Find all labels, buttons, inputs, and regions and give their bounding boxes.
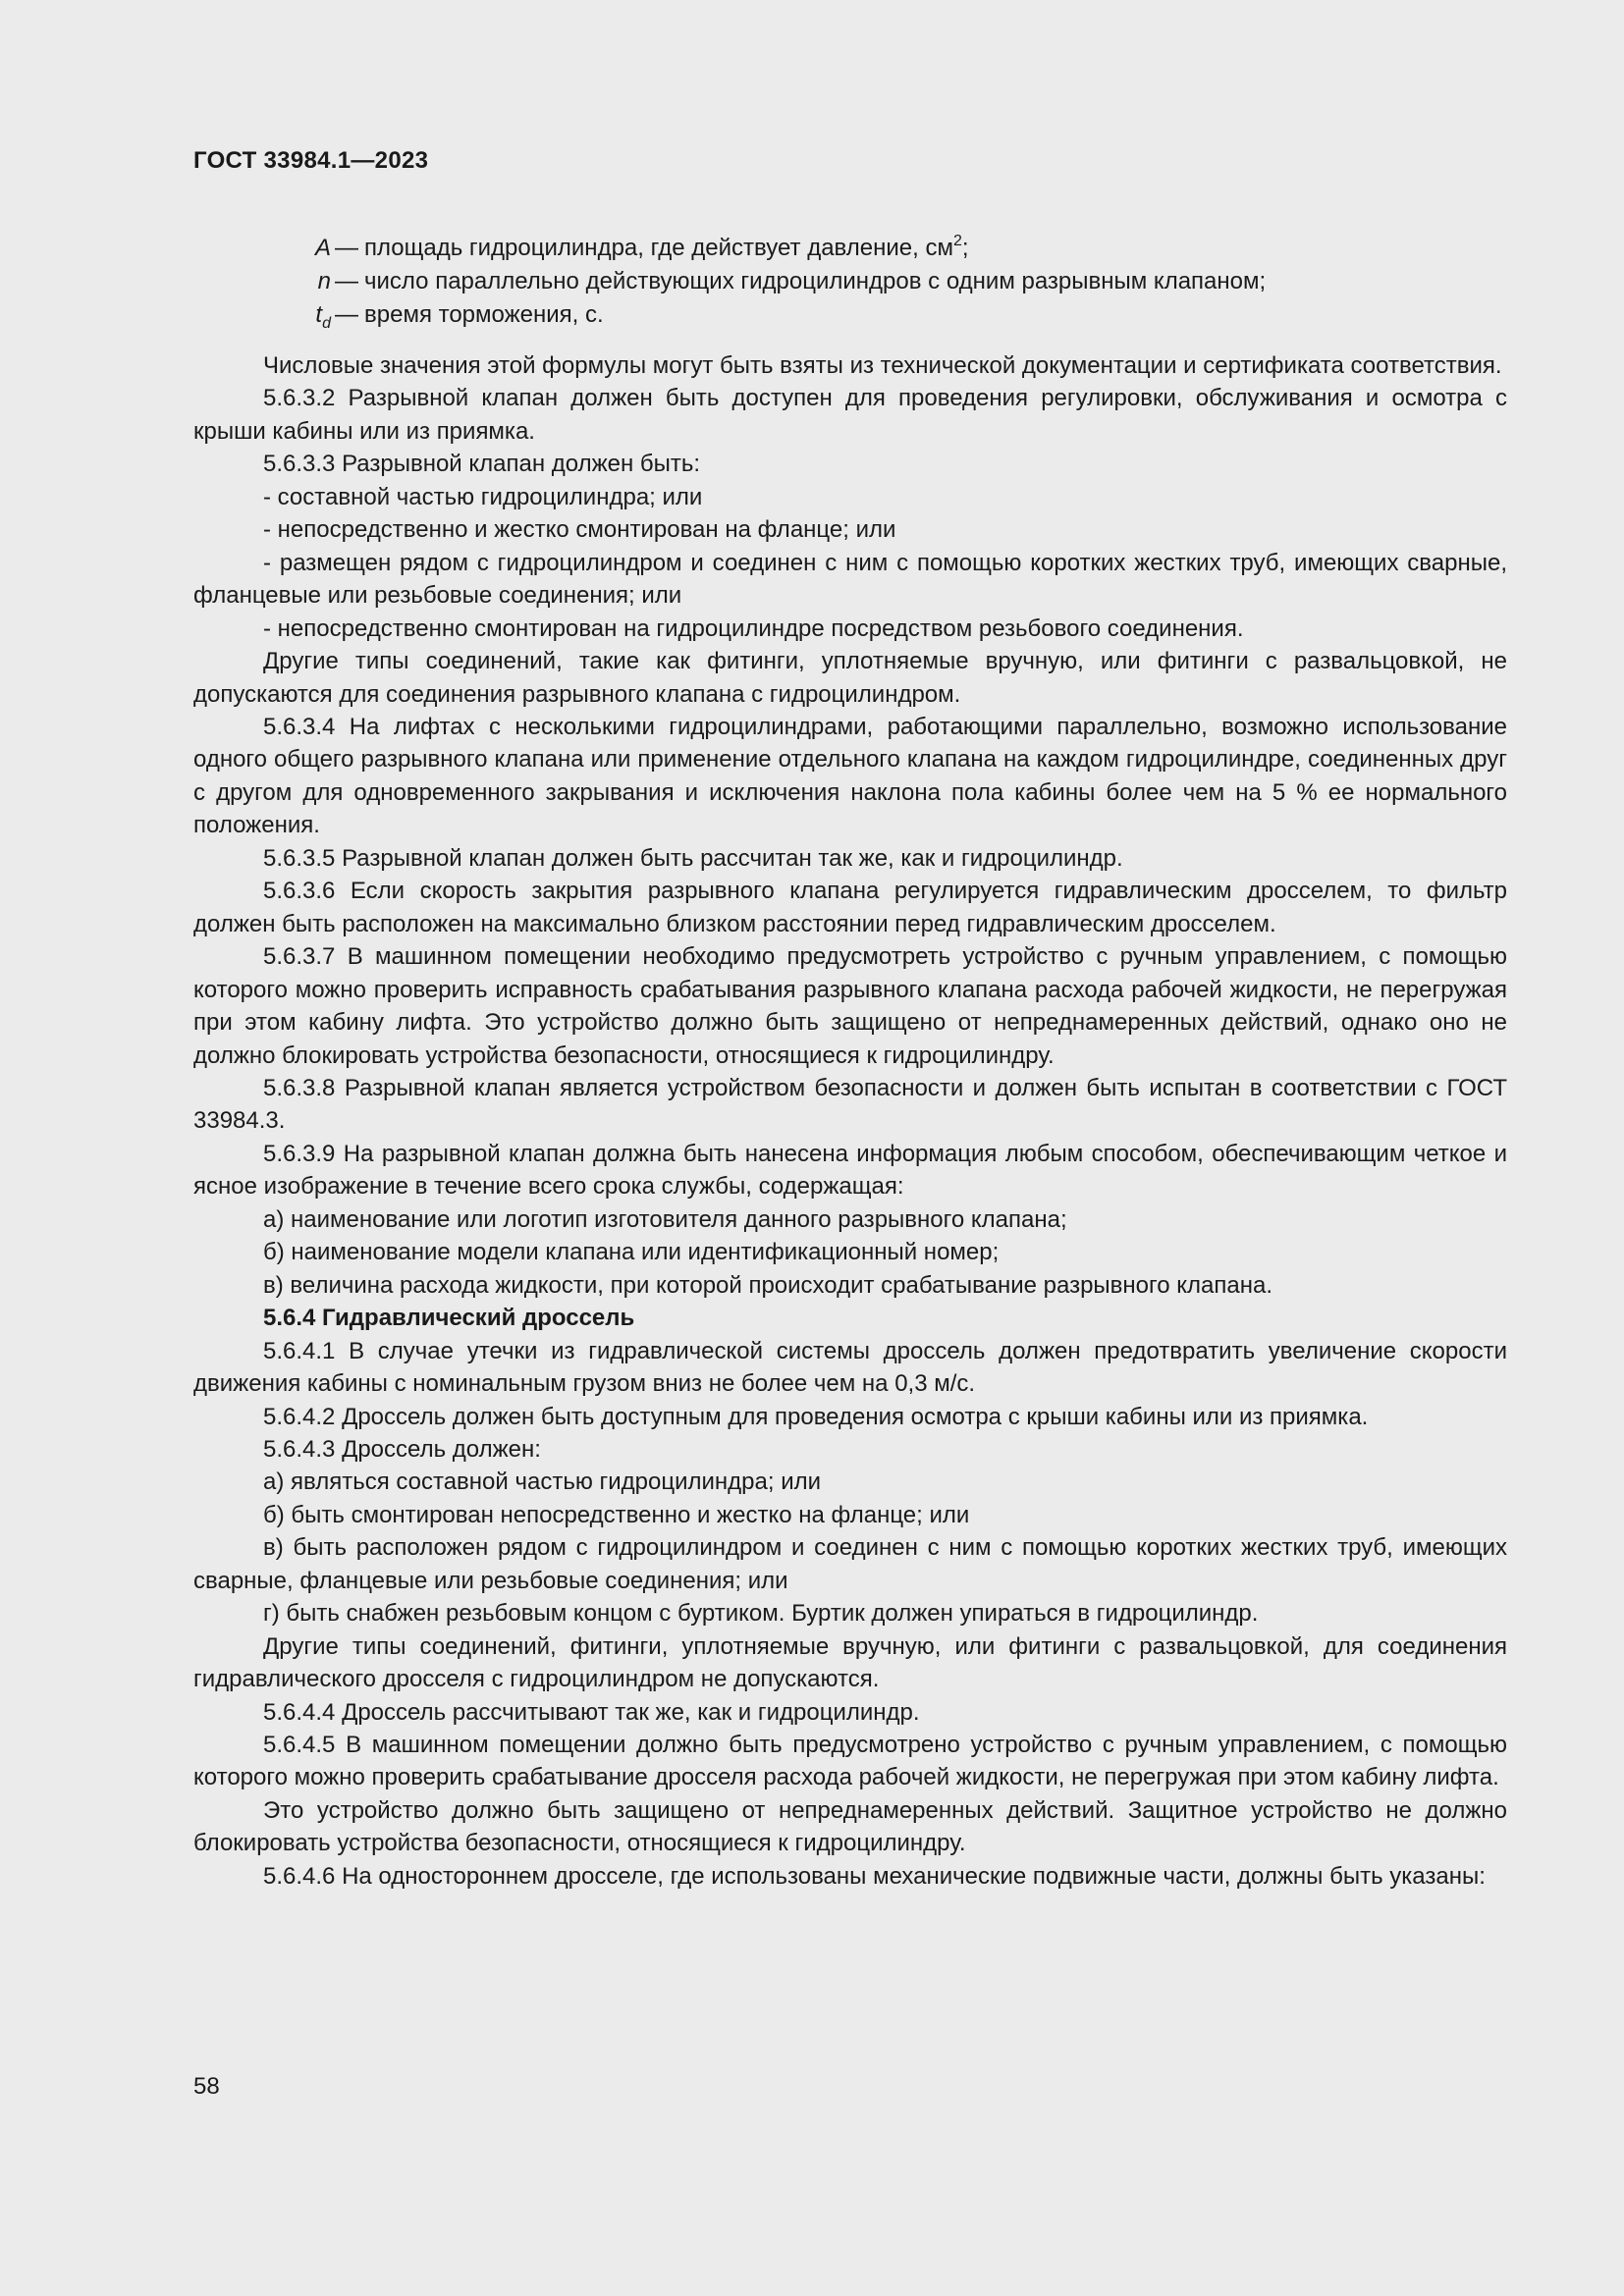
- clause-5-6-4-2: 5.6.4.2 Дроссель должен быть доступным для проведения осмотра с крыши кабины или из приямка.: [263, 1403, 1369, 1430]
- clause-5-6-3-6: 5.6.3.6 Если скорость закрытия разрывного клапана регулируется гидравлическим дросселем, то фильтр должен быть расположен на максимально близком расстоянии перед гидравлическим дросселем.: [193, 878, 1507, 937]
- definition-row: [193, 298, 1266, 332]
- definition-row: [193, 265, 1266, 298]
- clause-5-6-3-8: 5.6.3.8 Разрывной клапан является устройством безопасности и должен быть испытан в соответствии с ГОСТ 33984.3.: [193, 1074, 1507, 1135]
- clause-5-6-4-4: 5.6.4.4 Дроссель рассчитывают так же, как и гидроцилиндр.: [263, 1698, 920, 1726]
- paragraph: Это устройство должно быть защищено от непреднамеренных действий. Защитное устройство не должно блокировать устройства безопасности, относящиеся к гидроцилиндру.: [193, 1796, 1507, 1857]
- definition-symbol: $t_d$: [315, 301, 331, 332]
- section-heading-5-6-4: 5.6.4 Гидравлический дроссель: [263, 1305, 635, 1332]
- definition-text: площадь гидроцилиндра, где действует давление, $см^2$;: [364, 233, 969, 261]
- definition-row: [193, 232, 1266, 265]
- list-item: а) наименование или логотип изготовителя данного разрывного клапана;: [263, 1205, 1067, 1233]
- clause-5-6-3-4: 5.6.3.4 На лифтах с несколькими гидроцилиндрами, работающими параллельно, возможно использование одного общего разрывного клапана или применение отдельного клапана на каждом гидроцилиндре, соединенных друг с другом для одновременного закрывания и исключения наклона пола кабины более чем на 5 % ее нормального положения.: [193, 713, 1507, 839]
- clause-5-6-4-1: 5.6.4.1 В случае утечки из гидравлической системы дроссель должен предотвратить увеличение скорости движения кабины с номинальным грузом вниз не более чем на 0,3 м/с.: [193, 1337, 1507, 1398]
- list-item: б) быть смонтирован непосредственно и жестко на фланце; или: [263, 1501, 970, 1528]
- list-item: г) быть снабжен резьбовым концом с буртиком. Буртик должен упираться в гидроцилиндр.: [263, 1600, 1259, 1628]
- list-item: - составной частью гидроцилиндра; или: [263, 483, 703, 510]
- definition-symbol: n: [317, 268, 331, 294]
- clause-5-6-3-5: 5.6.3.5 Разрывной клапан должен быть рассчитан так же, как и гидроцилиндр.: [263, 844, 1123, 872]
- document-body: [193, 349, 1507, 1893]
- document-header: ГОСТ 33984.1—2023: [193, 147, 429, 174]
- definition-dash: —: [335, 235, 358, 261]
- clause-5-6-4-3: 5.6.4.3 Дроссель должен:: [263, 1435, 541, 1463]
- definition-text: число параллельно действующих гидроцилиндров с одним разрывным клапаном;: [364, 268, 1267, 294]
- definition-dash: —: [335, 268, 358, 294]
- clause-5-6-3-2: 5.6.3.2 Разрывной клапан должен быть доступен для проведения регулировки, обслуживания и осмотра с крыши кабины или из приямка.: [193, 385, 1507, 445]
- list-item: - непосредственно и жестко смонтирован на фланце; или: [263, 516, 896, 544]
- clause-5-6-4-6: 5.6.4.6 На одностороннем дросселе, где использованы механические подвижные части, должны быть указаны:: [263, 1862, 1486, 1890]
- definition-dash: —: [335, 301, 358, 328]
- clause-5-6-3-9: 5.6.3.9 На разрывной клапан должна быть нанесена информация любым способом, обеспечивающим четкое и ясное изображение в течение всего срока службы, содержащая:: [193, 1140, 1507, 1201]
- list-item: в) быть расположен рядом с гидроцилиндром и соединен с ним с помощью коротких жестких труб, имеющих сварные, фланцевые или резьбовые соединения; или: [193, 1534, 1507, 1594]
- list-item: - размещен рядом с гидроцилиндром и соединен с ним с помощью коротких жестких труб, имеющих сварные, фланцевые или резьбовые соединения; или: [193, 549, 1507, 610]
- paragraph: Другие типы соединений, такие как фитинги, уплотняемые вручную, или фитинги с развальцовкой, не допускаются для соединения разрывного клапана с гидроцилиндром.: [193, 648, 1507, 708]
- list-item: - непосредственно смонтирован на гидроцилиндре посредством резьбового соединения.: [263, 614, 1244, 642]
- list-item: а) являться составной частью гидроцилиндра; или: [263, 1468, 822, 1496]
- list-item: в) величина расхода жидкости, при которой происходит срабатывание разрывного клапана.: [263, 1271, 1272, 1299]
- paragraph: Другие типы соединений, фитинги, уплотняемые вручную, или фитинги с развальцовкой, для соединения гидравлического дросселя с гидроцилиндром не допускаются.: [193, 1632, 1507, 1693]
- definition-text: время торможения, с.: [364, 301, 604, 328]
- page-number: 58: [193, 2073, 220, 2100]
- clause-5-6-4-5: 5.6.4.5 В машинном помещении должно быть предусмотрено устройство с ручным управлением, с помощью которого можно проверить срабатывание дросселя расхода рабочей жидкости, не перегружая при этом кабину лифта.: [193, 1732, 1507, 1791]
- paragraph: Числовые значения этой формулы могут быть взяты из технической документации и сертификата соответствия.: [263, 352, 1502, 379]
- list-item: б) наименование модели клапана или идентификационный номер;: [263, 1239, 1000, 1266]
- clause-5-6-3-3: 5.6.3.3 Разрывной клапан должен быть:: [263, 451, 701, 478]
- formula-definitions: [193, 232, 1266, 332]
- definition-symbol: A: [314, 235, 331, 261]
- clause-5-6-3-7: 5.6.3.7 В машинном помещении необходимо предусмотреть устройство с ручным управлением, с помощью которого можно проверить исправность срабатывания разрывного клапана расхода рабочей жидкости, не перегружая при этом кабину лифта. Это устройство должно быть защищено от непреднамеренных действий, однако оно не должно блокировать устройства безопасности, относящиеся к гидроцилиндру.: [193, 943, 1507, 1069]
